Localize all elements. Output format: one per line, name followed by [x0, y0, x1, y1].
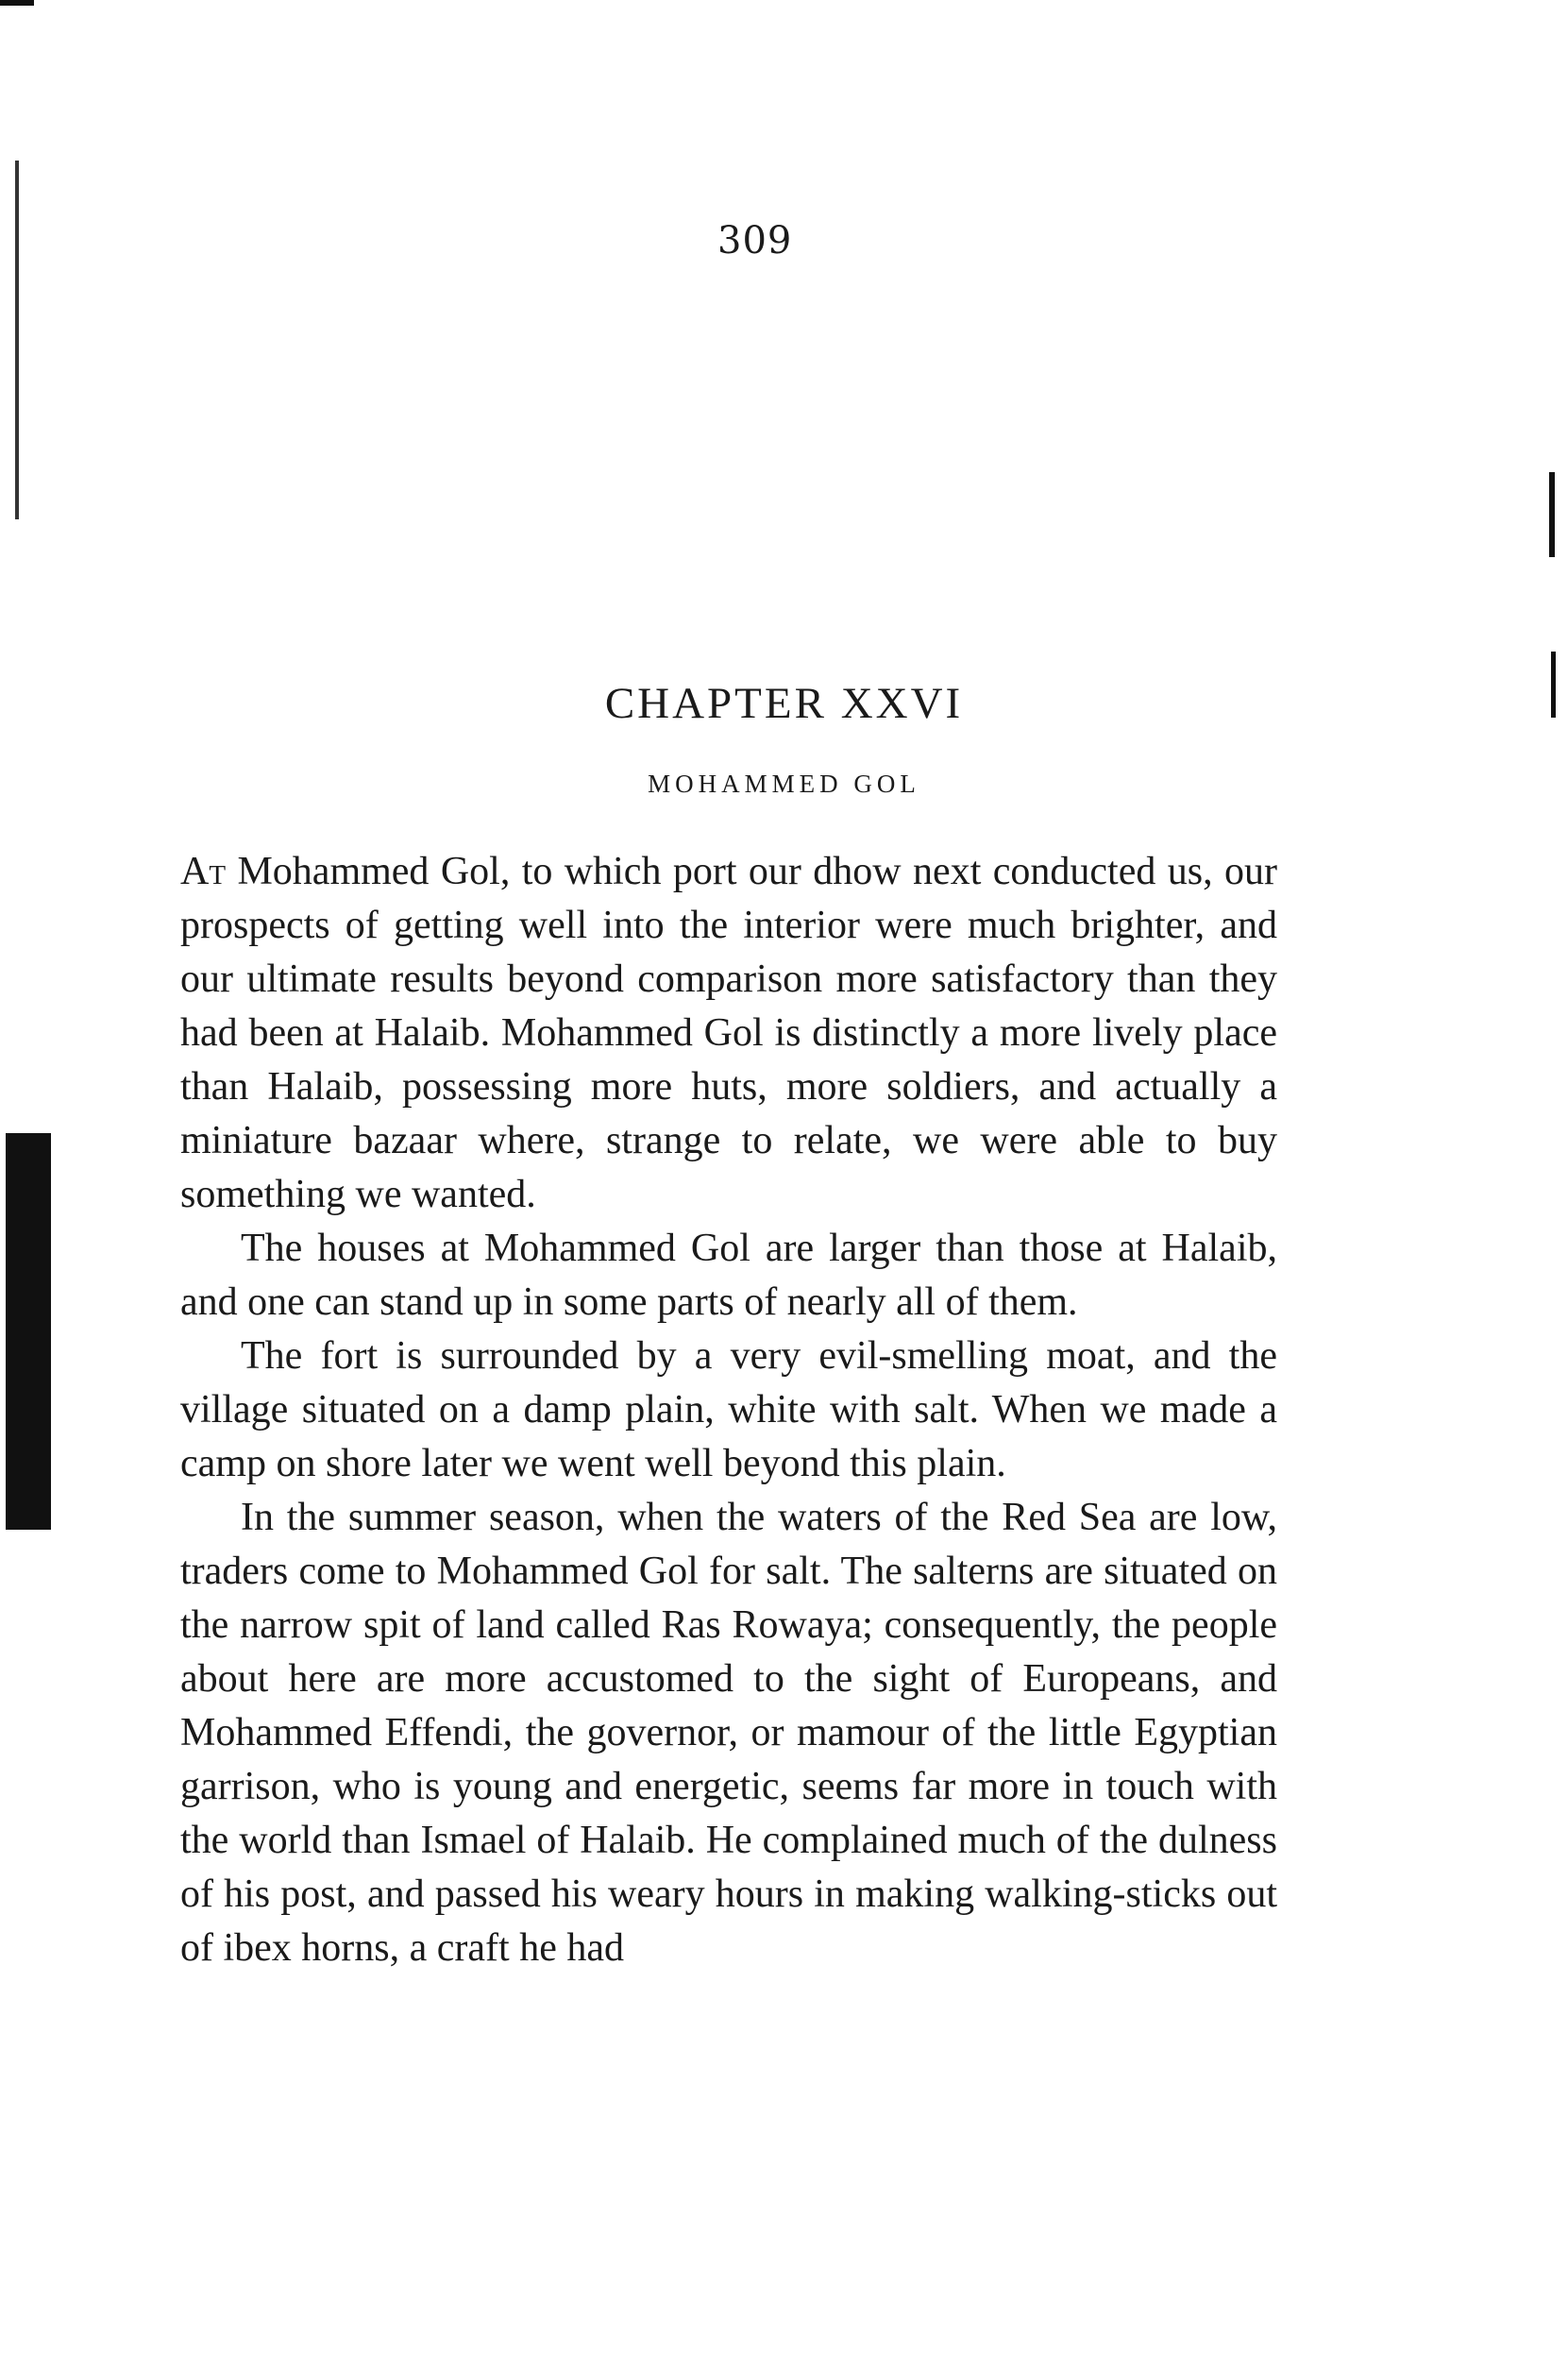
paragraph-1-text: Mohammed Gol, to which port our dhow next conducted us, our prospects of getting well into the interior were much brighter, and our ultimate results beyond comparison more satisfactory than they had been at Halaib. Mohammed Gol is distinctly a more lively place than Halaib, possessing more huts, more soldiers, and actually a miniature bazaar where, strange to relate, we were able to buy something we wanted. [180, 850, 1277, 1216]
chapter-subtitle: MOHAMMED GOL [648, 770, 920, 798]
paragraph-2: The houses at Mohammed Gol are larger than those at Halaib, and one can stand up in some parts of nearly all of them. [180, 1227, 1277, 1324]
scan-edge-mark-right-1 [1549, 472, 1555, 557]
paragraph-1 [180, 845, 1277, 1222]
chapter-title: CHAPTER XXVI [604, 679, 964, 728]
paragraph-3: The fort is surrounded by a very evil-smelling moat, and the village situated on a damp plain, white with salt. When we made a camp on shore later we went well beyond this plain. [180, 1334, 1277, 1485]
drop-word: At [180, 850, 227, 893]
scan-edge-mark-top-left [0, 0, 34, 6]
scan-edge-mark-left-upper [15, 161, 19, 519]
body-text [180, 845, 1277, 1975]
scan-edge-mark-left-lower [6, 1133, 51, 1530]
page-number: 309 [717, 219, 793, 263]
paragraph-4: In the summer season, when the waters of the Red Sea are low, traders come to Mohammed Gol for salt. The salterns are situated on the narrow spit of land called Ras Rowaya; consequently, the people about here are more accustomed to the sight of Europeans, and Mohammed Effendi, the governor, or mamour of the little Egyptian garrison, who is young and energetic, seems far more in touch with the world than Ismael of Halaib. He complained much of the dulness of his post, and passed his weary hours in making walking-sticks out of ibex horns, a craft he had [180, 1496, 1277, 1970]
